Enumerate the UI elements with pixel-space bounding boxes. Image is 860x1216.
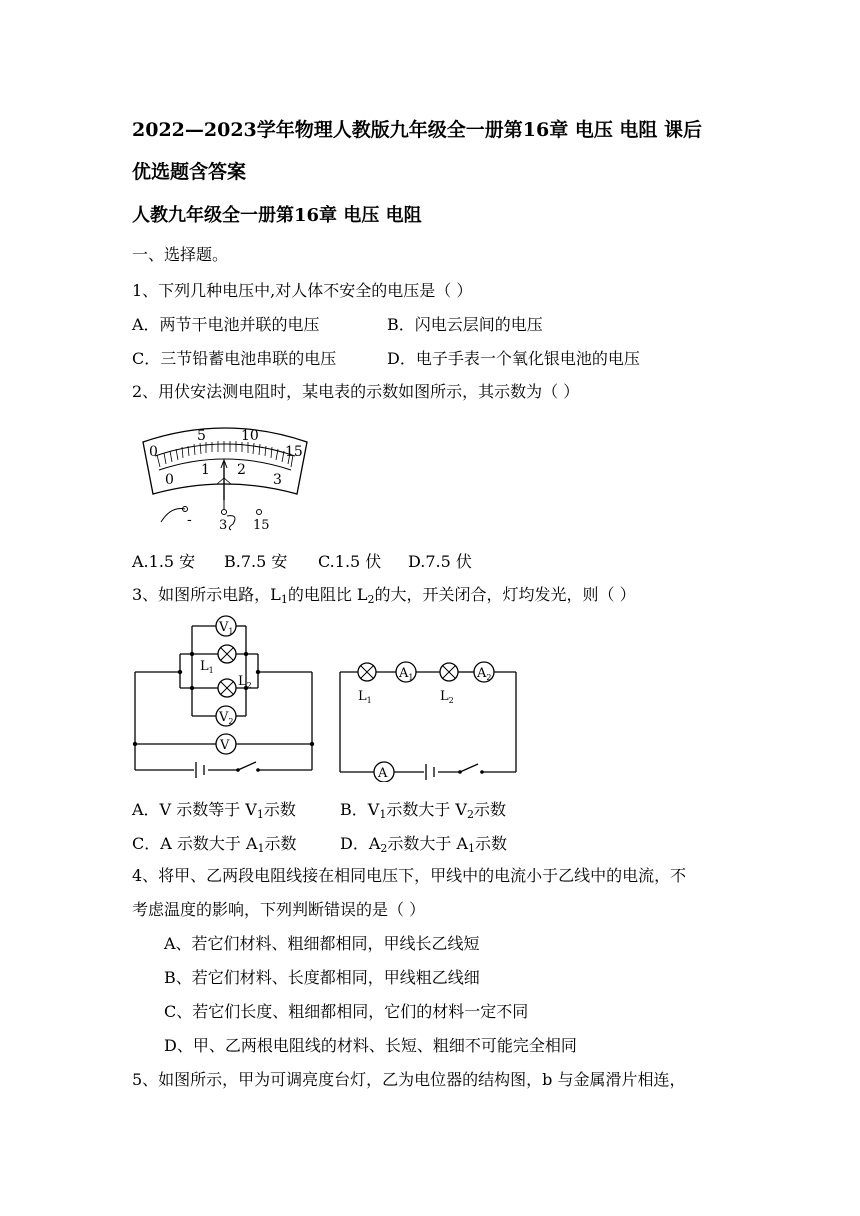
q3-option-c: C．A 示数大于 $A_1$示数 bbox=[132, 834, 297, 855]
a2-label: $A_2$ bbox=[477, 666, 492, 682]
q4-option-a: A、若它们材料、粗细都相同，甲线长乙线短 bbox=[164, 934, 480, 953]
meter-bottom-1: 1 bbox=[201, 462, 210, 478]
q1-option-c: C．三节铅蓄电池串联的电压 bbox=[132, 349, 337, 368]
meter-top-15: 15 bbox=[285, 444, 303, 460]
a-label: A bbox=[378, 766, 388, 781]
q2-options bbox=[132, 552, 472, 572]
meter-terminal-neg: - bbox=[187, 512, 192, 528]
meter-top-0: 0 bbox=[149, 444, 158, 460]
meter-bottom-0: 0 bbox=[165, 472, 174, 488]
q4-stem-line2: 考虑温度的影响，下列判断错误的是（ ） bbox=[132, 900, 426, 919]
section-heading: 一、选择题。 bbox=[132, 245, 229, 264]
q3-option-d: D．$A_2$示数大于 $A_1$示数 bbox=[340, 834, 508, 855]
q2-stem: 2、用伏安法测电阻时，某电表的示数如图所示，其示数为（ ） bbox=[132, 382, 580, 401]
meter-bottom-3: 3 bbox=[273, 472, 282, 488]
q2-option-b: B.7.5 安 bbox=[224, 552, 288, 571]
q4-option-d: D、甲、乙两根电阻线的材料、长短、粗细不可能完全相同 bbox=[164, 1036, 577, 1055]
meter-top-10: 10 bbox=[241, 428, 259, 444]
q3-option-b: B．$V_1$示数大于 $V_2$示数 bbox=[340, 800, 506, 821]
q3-options-row2 bbox=[132, 834, 508, 855]
l1-label: $L_1$ bbox=[200, 659, 214, 675]
l2-label: $L_2$ bbox=[238, 674, 252, 690]
q1-options-row1 bbox=[132, 315, 543, 335]
doc-title-line1: 2022—2023学年物理人教版九年级全一册第16章 电压 电阻 课后 bbox=[132, 119, 703, 141]
q2-option-c: C.1.5 伏 bbox=[318, 552, 382, 571]
doc-subtitle: 人教九年级全一册第16章 电压 电阻 bbox=[132, 205, 422, 226]
series-l1-label: $L_1$ bbox=[358, 689, 372, 705]
q1-option-a: A．两节干电池并联的电压 bbox=[132, 315, 320, 334]
q1-stem: 1、下列几种电压中,对人体不安全的电压是（ ） bbox=[132, 281, 473, 300]
v-label: V bbox=[220, 738, 230, 753]
meter-figure bbox=[135, 418, 315, 536]
meter-bottom-2: 2 bbox=[237, 462, 246, 478]
doc-title-line2: 优选题含答案 bbox=[132, 161, 247, 183]
q1-options-row2 bbox=[132, 349, 640, 369]
meter-terminal-3: 3 bbox=[219, 518, 228, 533]
q4-option-b: B、若它们材料、长度都相同，甲线粗乙线细 bbox=[164, 968, 480, 987]
q3-options-row1 bbox=[132, 800, 506, 821]
q4-stem-line1: 4、将甲、乙两段电阻线接在相同电压下，甲线中的电流小于乙线中的电流，不 bbox=[132, 866, 687, 885]
q2-option-a: A.1.5 安 bbox=[132, 552, 196, 571]
q4-option-c: C、若它们长度、粗细都相同，它们的材料一定不同 bbox=[164, 1002, 529, 1021]
q1-option-b: B．闪电云层间的电压 bbox=[387, 315, 543, 334]
circuit-parallel-figure bbox=[132, 612, 320, 782]
meter-top-5: 5 bbox=[197, 428, 206, 444]
a1-label: $A_1$ bbox=[399, 666, 414, 682]
v1-label: $V_1$ bbox=[219, 620, 234, 636]
meter-terminal-15: 15 bbox=[253, 518, 270, 533]
q1-option-d: D．电子手表一个氧化银电池的电压 bbox=[387, 349, 640, 368]
q5-stem: 5、如图所示，甲为可调亮度台灯，乙为电位器的结构图，b 与金属滑片相连， bbox=[132, 1070, 686, 1089]
series-l2-label: $L_2$ bbox=[440, 689, 454, 705]
circuit-series-figure bbox=[336, 652, 522, 782]
q3-stem: 3、如图所示电路，$L_1$的电阻比 $L_2$的大，开关闭合，灯均发光，则（ ） bbox=[132, 585, 636, 606]
q3-option-a: A．V 示数等于 $V_1$示数 bbox=[132, 800, 296, 821]
v2-label: $V_2$ bbox=[219, 710, 234, 726]
q2-option-d: D.7.5 伏 bbox=[408, 552, 472, 571]
